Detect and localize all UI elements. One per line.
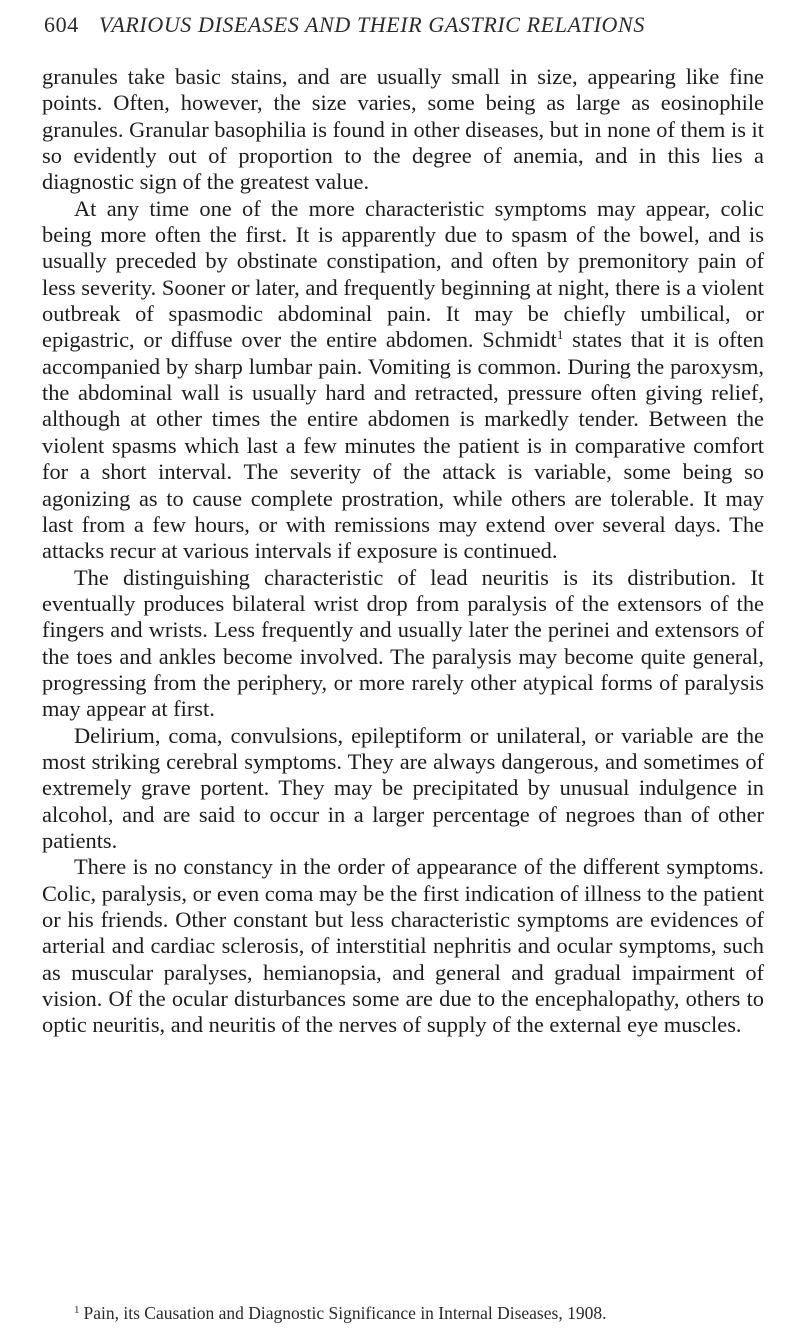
paragraph-colic-text-a: At any time one of the more characteristic symptoms may appear, colic being more often the first. It is apparently due to spasm of the bowel, and is usually preceded by obstinate constipation, and often by premonitory pain of less severity. Sooner or later, and frequently beginning at night, there is a violent outbreak of spasmodic abdominal pain. It may be chiefly umbilical, or epigastric, or diffuse over the entire abdomen. Schmidt — [42, 195, 764, 353]
footnote-reference: 1 — [556, 327, 564, 343]
page-number: 604 — [44, 12, 79, 37]
running-title: VARIOUS DISEASES AND THEIR GASTRIC RELATIONS — [98, 12, 645, 37]
paragraph-colic — [42, 196, 764, 565]
paragraph-continued: granules take basic stains, and are usually small in size, appearing like fine points. Often, however, the size varies, some being as large as eosinophile granules. Granular basophilia is found in other diseases, but in none of them is it so evidently out of proportion to the degree of anemia, and in this lies a diagnostic sign of the greatest value. — [42, 64, 764, 195]
running-head — [44, 12, 764, 38]
body-text — [42, 64, 764, 1039]
paragraph-cerebral: Delirium, coma, convulsions, epileptiform or unilateral, or variable are the most striking cerebral symptoms. They are always dangerous, and sometimes of extremely grave portent. They may be precipitated by unusual indulgence in alcohol, and are said to occur in a larger percentage of negroes than of other patients. — [42, 722, 764, 853]
paragraph-colic-text-b: states that it is often accompanied by sharp lumbar pain. Vomiting is common. During the paroxysm, the abdominal wall is usually hard and retracted, pressure often giving relief, although at other times the entire abdomen is markedly tender. Between the violent spasms which last a few minutes the patient is in comparative comfort for a short interval. The severity of the attack is variable, some being so agonizing as to cause complete prostration, while others are tolerable. It may last from a few hours, or with remissions may extend over several days. The attacks recur at various intervals if exposure is continued. — [42, 327, 764, 564]
footnote-text: Pain, its Causation and Diagnostic Significance in Internal Diseases, 1908. — [83, 1303, 607, 1323]
footnote — [42, 1302, 764, 1324]
paragraph-neuritis: The distinguishing characteristic of lead neuritis is its distribution. It eventually produces bilateral wrist drop from paralysis of the extensors of the fingers and wrists. Less frequently and usually later the perinei and extensors of the toes and ankles become involved. The paralysis may become quite general, progressing from the periphery, or more rarely other atypical forms of paralysis may appear at first. — [42, 564, 764, 722]
footnote-mark: 1 — [74, 1304, 80, 1316]
paragraph-order: There is no constancy in the order of appearance of the different symptoms. Colic, paralysis, or even coma may be the first indication of illness to the patient or his friends. Other constant but less characteristic symptoms are evidences of arterial and cardiac sclerosis, of interstitial nephritis and ocular symptoms, such as muscular paralyses, hemianopsia, and general and gradual impairment of vision. Of the ocular disturbances some are due to the encephalopathy, others to optic neuritis, and neuritis of the nerves of supply of the external eye muscles. — [42, 854, 764, 1038]
